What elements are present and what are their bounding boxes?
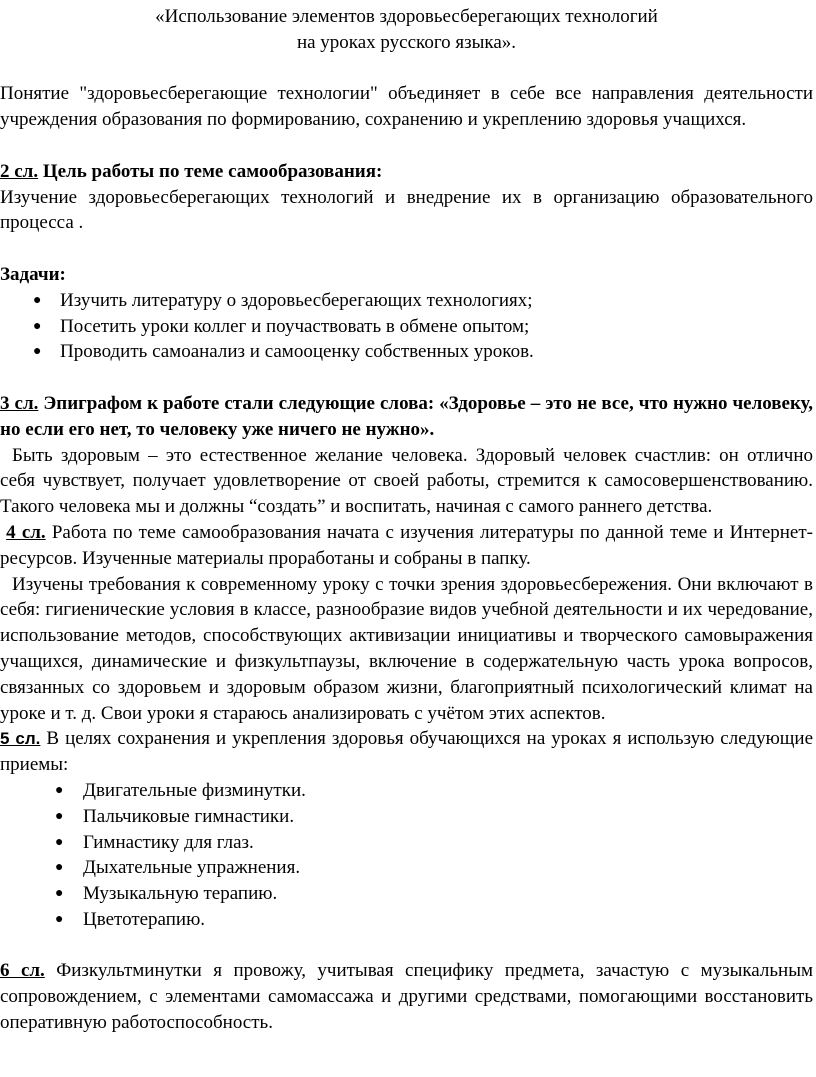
intro-paragraph: Понятие "здоровьесберегающие технологии" объединяет в себе все направления деятельности учреждения образования по формированию, сохранению и укреплению здоровья учащихся. [0, 83, 813, 131]
slide-6-marker: 6 сл. [0, 960, 45, 982]
list-item-text: Музыкальную терапию. [83, 883, 278, 905]
spacer [0, 933, 813, 959]
epigraph-text: Эпиграфом к работе стали следующие слова: «Здоровье – это не все, что нужно человеку, но если его нет, то человеку уже ничего не нужно». [0, 392, 814, 440]
spacer [0, 56, 813, 82]
list-item [0, 339, 813, 365]
bullet-icon: ● [33, 318, 42, 334]
spacer [0, 236, 813, 262]
list-item [0, 804, 813, 830]
slide-5-marker: 5 сл. [0, 729, 41, 749]
list-item-text: Изучить литературу о здоровьесберегающих технологиях; [60, 289, 533, 311]
list-item-text: Пальчиковые гимнастики. [83, 805, 295, 827]
goal-heading-text: Цель работы по теме самообразования: [38, 160, 383, 182]
list-item-text: Дыхательные упражнения. [83, 857, 301, 879]
list-item [0, 855, 813, 881]
list-item-text: Проводить самоанализ и самооценку собственных уроков. [60, 341, 534, 363]
physical-minutes-text: Физкультминутки я провожу, учитывая специфику предмета, зачастую с музыкальным сопровождением, с элементами самомассажа и другими средствами, помогающими восстановить оперативную работоспособность. [0, 960, 814, 1034]
list-item-text: Гимнастику для глаз. [83, 831, 254, 853]
bullet-icon: ● [55, 834, 64, 850]
bullet-icon: ● [33, 344, 42, 360]
list-item [0, 907, 813, 933]
bullet-icon: ● [55, 911, 64, 927]
list-item [0, 881, 813, 907]
spacer [0, 133, 813, 159]
slide-4-marker: 4 сл. [6, 521, 46, 543]
spacer [0, 365, 813, 391]
bullet-icon: ● [55, 860, 64, 876]
bullet-icon: ● [55, 808, 64, 824]
techniques-intro-text: В целях сохранения и укрепления здоровья обучающихся на уроках я использую следующие приемы: [0, 728, 814, 776]
techniques-list [0, 778, 813, 933]
physical-minutes-paragraph [0, 958, 813, 1035]
self-education-text: Работа по теме самообразования начата с изучения литературы по данной теме и Интернет-ресурсов. Изученные материалы проработаны и собраны в папку. [0, 521, 813, 569]
document-title-line-1: «Использование элементов здоровьесберегающих технологий [155, 6, 658, 27]
goal-heading [0, 159, 813, 185]
bullet-icon: ● [55, 886, 64, 902]
bullet-icon: ● [33, 292, 42, 308]
bullet-icon: ● [55, 782, 64, 798]
techniques-paragraph [0, 726, 813, 778]
lesson-requirements-paragraph: Изучены требования к современному уроку с точки зрения здоровьесбережения. Они включают в себя: гигиенические условия в классе, разнообразие видов учебной деятельности и их чередование, использование методов, способствующих активизации инициативы и творческого самовыражения учащихся, динамические и физкультпаузы, включение в содержательную часть урока вопросов, связанных со здоровьем и здоровым образом жизни, благоприятный психологический климат на уроке и т. д. Свои уроки я стараюсь анализировать с учётом этих аспектов. [0, 573, 813, 724]
document-title-line-2: на уроках русского языка». [296, 31, 517, 53]
list-item [0, 830, 813, 856]
goal-text: Изучение здоровьесберегающих технологий и внедрение их в организацию образовательного процесса . [0, 186, 813, 234]
list-item [0, 314, 813, 340]
list-item-text: Двигательные физминутки. [83, 779, 306, 801]
tasks-heading: Задачи: [0, 263, 66, 285]
epigraph-paragraph [0, 391, 813, 443]
list-item [0, 778, 813, 804]
slide-2-marker: 2 сл. [0, 160, 39, 182]
tasks-list [0, 288, 813, 365]
health-paragraph: Быть здоровым – это естественное желание человека. Здоровый человек счастлив: он отлично себя чувствует, получает удовлетворение от своей работы, стремится к самосовершенствованию. Такого человека мы и должны “создать” и воспитать, начиная с самого раннего детства. [0, 444, 813, 518]
slide-3-marker: 3 сл. [0, 392, 39, 414]
list-item-text: Посетить уроки коллег и поучаствовать в обмене опытом; [60, 315, 530, 337]
self-education-paragraph [0, 520, 813, 572]
list-item-text: Цветотерапию. [83, 908, 206, 930]
list-item [0, 288, 813, 314]
